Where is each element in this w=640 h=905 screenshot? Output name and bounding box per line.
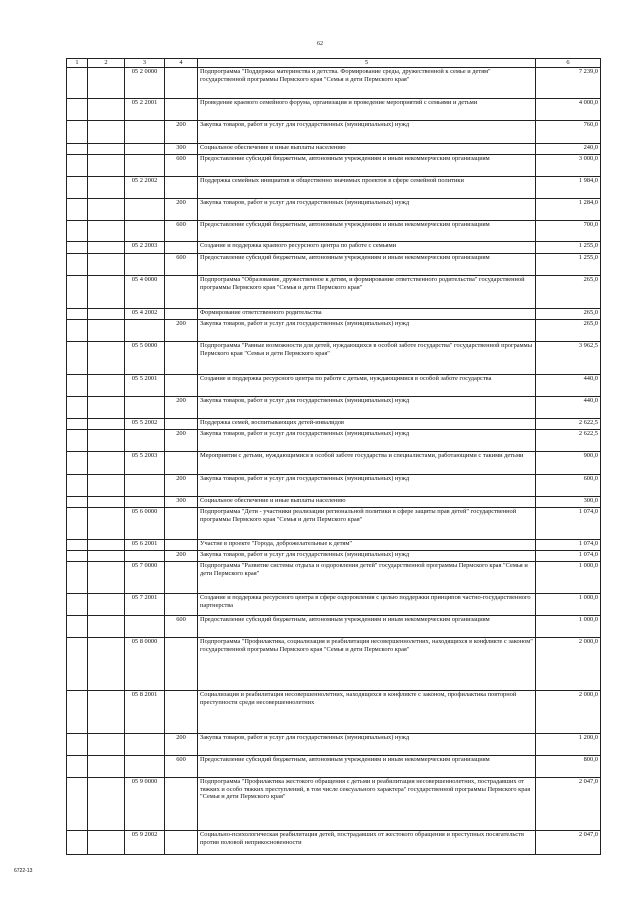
expense-type-cell	[165, 276, 198, 309]
blank-cell-col-1	[67, 594, 88, 616]
blank-cell-col-2	[88, 309, 125, 320]
target-code-cell	[125, 756, 165, 778]
target-code-cell	[125, 121, 165, 144]
table-row	[67, 497, 601, 508]
expense-type-cell	[165, 778, 198, 831]
target-code-cell: 05 5 0000	[125, 342, 165, 375]
budget-table	[66, 58, 601, 855]
target-code-cell: 05 4 0000	[125, 276, 165, 309]
amount-cell: 440,0	[536, 397, 601, 419]
table-row	[67, 419, 601, 430]
expense-type-cell	[165, 419, 198, 430]
blank-cell-col-2	[88, 594, 125, 616]
blank-cell-col-1	[67, 177, 88, 199]
target-code-cell	[125, 616, 165, 638]
blank-cell-col-1	[67, 475, 88, 497]
target-code-cell	[125, 199, 165, 221]
amount-cell: 265,0	[536, 309, 601, 320]
header-col-1: 1	[67, 59, 88, 68]
description-cell: Социализация и реабилитация несовершеннолетних, находящихся в конфликте с законом, профилактика повторной преступности среди несовершеннолетних	[198, 691, 536, 734]
expense-type-cell	[165, 309, 198, 320]
expense-type-cell	[165, 99, 198, 121]
target-code-cell: 05 5 2002	[125, 419, 165, 430]
description-cell: Закупка товаров, работ и услуг для государственных (муниципальных) нужд	[198, 199, 536, 221]
blank-cell-col-2	[88, 778, 125, 831]
description-cell: Предоставление субсидий бюджетным, автономным учреждениям и иным некоммерческим организациям	[198, 221, 536, 242]
table-row	[67, 99, 601, 121]
table-row	[67, 276, 601, 309]
amount-cell: 800,0	[536, 756, 601, 778]
description-cell: Подпрограмма "Дети - участники реализации региональной политики в сфере защиты прав детей" государственной программы Пермского края "Семья и дети Пермского края"	[198, 508, 536, 540]
blank-cell-col-2	[88, 99, 125, 121]
blank-cell-col-1	[67, 254, 88, 276]
target-code-cell: 05 9 0000	[125, 778, 165, 831]
expense-type-cell	[165, 831, 198, 855]
blank-cell-col-1	[67, 562, 88, 594]
table-row	[67, 540, 601, 551]
expense-type-cell: 200	[165, 551, 198, 562]
blank-cell-col-2	[88, 562, 125, 594]
amount-cell: 1 284,0	[536, 199, 601, 221]
amount-cell: 2 047,0	[536, 778, 601, 831]
blank-cell-col-2	[88, 616, 125, 638]
blank-cell-col-2	[88, 430, 125, 452]
expense-type-cell: 200	[165, 121, 198, 144]
target-code-cell	[125, 734, 165, 756]
blank-cell-col-1	[67, 497, 88, 508]
amount-cell: 2 000,0	[536, 638, 601, 691]
expense-type-cell: 600	[165, 616, 198, 638]
description-cell: Подпрограмма "Образование, дружественное к детям, и формирование ответственного родительства" государственной программы Пермского края "Семья и дети Пермского края"	[198, 276, 536, 309]
target-code-cell	[125, 397, 165, 419]
blank-cell-col-2	[88, 508, 125, 540]
amount-cell: 1 000,0	[536, 594, 601, 616]
blank-cell-col-2	[88, 551, 125, 562]
header-col-5: 5	[198, 59, 536, 68]
target-code-cell: 05 8 2001	[125, 691, 165, 734]
blank-cell-col-2	[88, 121, 125, 144]
expense-type-cell	[165, 177, 198, 199]
blank-cell-col-2	[88, 177, 125, 199]
header-col-4: 4	[165, 59, 198, 68]
blank-cell-col-1	[67, 309, 88, 320]
blank-cell-col-1	[67, 375, 88, 397]
table-row	[67, 121, 601, 144]
expense-type-cell	[165, 691, 198, 734]
table-row	[67, 756, 601, 778]
description-cell: Предоставление субсидий бюджетным, автономным учреждениям и иным некоммерческим организациям	[198, 254, 536, 276]
amount-cell: 265,0	[536, 320, 601, 342]
target-code-cell: 05 8 0000	[125, 638, 165, 691]
description-cell: Предоставление субсидий бюджетным, автономным учреждениям и иным некоммерческим организациям	[198, 155, 536, 177]
table-row	[67, 430, 601, 452]
blank-cell-col-1	[67, 778, 88, 831]
amount-cell: 7 239,0	[536, 68, 601, 99]
table-row	[67, 144, 601, 155]
blank-cell-col-2	[88, 144, 125, 155]
amount-cell: 3 000,0	[536, 155, 601, 177]
amount-cell: 1 074,0	[536, 551, 601, 562]
target-code-cell	[125, 497, 165, 508]
blank-cell-col-1	[67, 121, 88, 144]
blank-cell-col-1	[67, 540, 88, 551]
amount-cell: 900,0	[536, 452, 601, 475]
blank-cell-col-1	[67, 99, 88, 121]
blank-cell-col-1	[67, 430, 88, 452]
blank-cell-col-2	[88, 419, 125, 430]
blank-cell-col-1	[67, 452, 88, 475]
table-row	[67, 177, 601, 199]
expense-type-cell	[165, 342, 198, 375]
header-col-2: 2	[88, 59, 125, 68]
expense-type-cell: 200	[165, 734, 198, 756]
expense-type-cell: 600	[165, 254, 198, 276]
blank-cell-col-2	[88, 734, 125, 756]
target-code-cell: 05 5 2001	[125, 375, 165, 397]
table-row	[67, 242, 601, 254]
table-row	[67, 254, 601, 276]
expense-type-cell: 200	[165, 430, 198, 452]
table-row	[67, 638, 601, 691]
description-cell: Подпрограмма "Развитие системы отдыха и оздоровления детей" государственной программы Пермского края "Семья и дети Пермского края"	[198, 562, 536, 594]
description-cell: Предоставление субсидий бюджетным, автономным учреждениям и иным некоммерческим организациям	[198, 616, 536, 638]
description-cell: Закупка товаров, работ и услуг для государственных (муниципальных) нужд	[198, 430, 536, 452]
blank-cell-col-2	[88, 397, 125, 419]
target-code-cell: 05 2 2002	[125, 177, 165, 199]
table-row	[67, 831, 601, 855]
blank-cell-col-2	[88, 342, 125, 375]
table-row	[67, 309, 601, 320]
amount-cell: 600,0	[536, 475, 601, 497]
blank-cell-col-1	[67, 155, 88, 177]
description-cell: Подпрограмма "Равные возможности для детей, нуждающихся в особой заботе государства" государственной программы Пермского края "Семья и дети Пермского края"	[198, 342, 536, 375]
expense-type-cell	[165, 68, 198, 99]
table-row	[67, 452, 601, 475]
description-cell: Проведение краевого семейного форума, организация и проведение мероприятий с семьями и детьми	[198, 99, 536, 121]
expense-type-cell: 600	[165, 221, 198, 242]
amount-cell: 1 255,0	[536, 242, 601, 254]
description-cell: Подпрограмма "Профилактика жестокого обращения с детьми и реабилитация несовершеннолетних, пострадавших от тяжких и особо тяжких преступлений, в том числе сексуального характера" государственной программы Пермского края "Семья и дети Пермского края"	[198, 778, 536, 831]
expense-type-cell	[165, 594, 198, 616]
amount-cell: 3 962,5	[536, 342, 601, 375]
description-cell: Поддержка семей, воспитывающих детей-инвалидов	[198, 419, 536, 430]
description-cell: Предоставление субсидий бюджетным, автономным учреждениям и иным некоммерческим организациям	[198, 756, 536, 778]
blank-cell-col-2	[88, 68, 125, 99]
description-cell: Создание и поддержка ресурсного центра в сфере оздоровления с целью поддержки принципов частно-государственного партнерства	[198, 594, 536, 616]
blank-cell-col-2	[88, 320, 125, 342]
header-col-6: 6	[536, 59, 601, 68]
blank-cell-col-2	[88, 497, 125, 508]
blank-cell-col-1	[67, 199, 88, 221]
target-code-cell: 05 2 2003	[125, 242, 165, 254]
table-row	[67, 221, 601, 242]
description-cell: Участие в проекте "Города, доброжелательные к детям"	[198, 540, 536, 551]
expense-type-cell: 200	[165, 199, 198, 221]
amount-cell: 760,0	[536, 121, 601, 144]
blank-cell-col-1	[67, 756, 88, 778]
table-row	[67, 397, 601, 419]
target-code-cell: 05 7 2001	[125, 594, 165, 616]
description-cell: Закупка товаров, работ и услуг для государственных (муниципальных) нужд	[198, 320, 536, 342]
amount-cell: 300,0	[536, 497, 601, 508]
table-row	[67, 475, 601, 497]
description-cell: Поддержка семейных инициатив и общественно значимых проектов в сфере семейной политики	[198, 177, 536, 199]
blank-cell-col-2	[88, 221, 125, 242]
footer-code: 6722-13	[14, 868, 33, 874]
blank-cell-col-1	[67, 831, 88, 855]
blank-cell-col-1	[67, 320, 88, 342]
table-row	[67, 199, 601, 221]
table-row	[67, 551, 601, 562]
description-cell: Социально-психологическая реабилитация детей, пострадавших от жестокого обращения и преступных посягательств против половой неприкосновенности	[198, 831, 536, 855]
description-cell: Подпрограмма "Профилактика, социализация и реабилитация несовершеннолетних, находящихся в конфликте с законом" государственной программы Пермского края "Семья и дети Пермского края"	[198, 638, 536, 691]
amount-cell: 1 984,0	[536, 177, 601, 199]
expense-type-cell: 600	[165, 155, 198, 177]
expense-type-cell	[165, 562, 198, 594]
expense-type-cell	[165, 508, 198, 540]
amount-cell: 1 000,0	[536, 562, 601, 594]
blank-cell-col-2	[88, 375, 125, 397]
amount-cell: 2 622,5	[536, 430, 601, 452]
blank-cell-col-1	[67, 242, 88, 254]
target-code-cell: 05 6 0000	[125, 508, 165, 540]
expense-type-cell	[165, 452, 198, 475]
expense-type-cell: 300	[165, 144, 198, 155]
blank-cell-col-1	[67, 276, 88, 309]
blank-cell-col-2	[88, 540, 125, 551]
expense-type-cell: 200	[165, 320, 198, 342]
target-code-cell	[125, 320, 165, 342]
blank-cell-col-1	[67, 419, 88, 430]
amount-cell: 1 074,0	[536, 540, 601, 551]
blank-cell-col-1	[67, 734, 88, 756]
amount-cell: 2 047,0	[536, 831, 601, 855]
description-cell: Закупка товаров, работ и услуг для государственных (муниципальных) нужд	[198, 475, 536, 497]
description-cell: Создание и поддержка краевого ресурсного центра по работе с семьями	[198, 242, 536, 254]
amount-cell: 1 000,0	[536, 616, 601, 638]
target-code-cell: 05 2 2001	[125, 99, 165, 121]
blank-cell-col-2	[88, 242, 125, 254]
description-cell: Социальное обеспечение и иные выплаты населению	[198, 497, 536, 508]
blank-cell-col-1	[67, 551, 88, 562]
table-row	[67, 691, 601, 734]
expense-type-cell: 600	[165, 756, 198, 778]
expense-type-cell: 200	[165, 475, 198, 497]
table-row	[67, 508, 601, 540]
blank-cell-col-1	[67, 616, 88, 638]
target-code-cell: 05 9 2002	[125, 831, 165, 855]
description-cell: Закупка товаров, работ и услуг для государственных (муниципальных) нужд	[198, 121, 536, 144]
description-cell: Закупка товаров, работ и услуг для государственных (муниципальных) нужд	[198, 551, 536, 562]
target-code-cell	[125, 155, 165, 177]
expense-type-cell	[165, 375, 198, 397]
blank-cell-col-2	[88, 199, 125, 221]
target-code-cell	[125, 144, 165, 155]
target-code-cell	[125, 221, 165, 242]
page-number: 62	[317, 41, 323, 47]
amount-cell: 1 074,0	[536, 508, 601, 540]
blank-cell-col-1	[67, 221, 88, 242]
target-code-cell: 05 2 0000	[125, 68, 165, 99]
blank-cell-col-2	[88, 254, 125, 276]
table-row	[67, 734, 601, 756]
table-body	[67, 68, 601, 855]
blank-cell-col-2	[88, 155, 125, 177]
amount-cell: 700,0	[536, 221, 601, 242]
blank-cell-col-2	[88, 276, 125, 309]
target-code-cell: 05 4 2002	[125, 309, 165, 320]
blank-cell-col-2	[88, 475, 125, 497]
target-code-cell	[125, 430, 165, 452]
table-row	[67, 562, 601, 594]
description-cell: Социальное обеспечение и иные выплаты населению	[198, 144, 536, 155]
description-cell: Формирование ответственного родительства	[198, 309, 536, 320]
target-code-cell	[125, 551, 165, 562]
blank-cell-col-1	[67, 691, 88, 734]
target-code-cell	[125, 475, 165, 497]
table-row	[67, 375, 601, 397]
amount-cell: 1 255,0	[536, 254, 601, 276]
amount-cell: 240,0	[536, 144, 601, 155]
table-row	[67, 155, 601, 177]
blank-cell-col-2	[88, 691, 125, 734]
blank-cell-col-1	[67, 508, 88, 540]
header-col-3: 3	[125, 59, 165, 68]
amount-cell: 2 000,0	[536, 691, 601, 734]
amount-cell: 4 000,0	[536, 99, 601, 121]
table-row	[67, 320, 601, 342]
amount-cell: 2 622,5	[536, 419, 601, 430]
expense-type-cell	[165, 242, 198, 254]
table-header-row	[67, 59, 601, 68]
description-cell: Закупка товаров, работ и услуг для государственных (муниципальных) нужд	[198, 734, 536, 756]
blank-cell-col-1	[67, 144, 88, 155]
table-row	[67, 342, 601, 375]
blank-cell-col-1	[67, 397, 88, 419]
table-row	[67, 68, 601, 99]
blank-cell-col-1	[67, 638, 88, 691]
amount-cell: 265,0	[536, 276, 601, 309]
description-cell: Мероприятия с детьми, нуждающимися в особой заботе государства и специалистами, работающими с такими детьми	[198, 452, 536, 475]
amount-cell: 1 200,0	[536, 734, 601, 756]
expense-type-cell: 200	[165, 397, 198, 419]
expense-type-cell: 300	[165, 497, 198, 508]
table-row	[67, 778, 601, 831]
target-code-cell: 05 7 0000	[125, 562, 165, 594]
blank-cell-col-1	[67, 68, 88, 99]
blank-cell-col-2	[88, 831, 125, 855]
amount-cell: 440,0	[536, 375, 601, 397]
table-row	[67, 594, 601, 616]
blank-cell-col-1	[67, 342, 88, 375]
blank-cell-col-2	[88, 638, 125, 691]
target-code-cell: 05 6 2001	[125, 540, 165, 551]
blank-cell-col-2	[88, 756, 125, 778]
blank-cell-col-2	[88, 452, 125, 475]
target-code-cell	[125, 254, 165, 276]
expense-type-cell	[165, 638, 198, 691]
description-cell: Создание и поддержка ресурсного центра по работе с детьми, нуждающимися в особой заботе государства	[198, 375, 536, 397]
description-cell: Закупка товаров, работ и услуг для государственных (муниципальных) нужд	[198, 397, 536, 419]
target-code-cell: 05 5 2003	[125, 452, 165, 475]
description-cell: Подпрограмма "Поддержка материнства и детства. Формирование среды, дружественной к семье и детям" государственной программы Пермского края "Семья и дети Пермского края"	[198, 68, 536, 99]
table-row	[67, 616, 601, 638]
expense-type-cell	[165, 540, 198, 551]
